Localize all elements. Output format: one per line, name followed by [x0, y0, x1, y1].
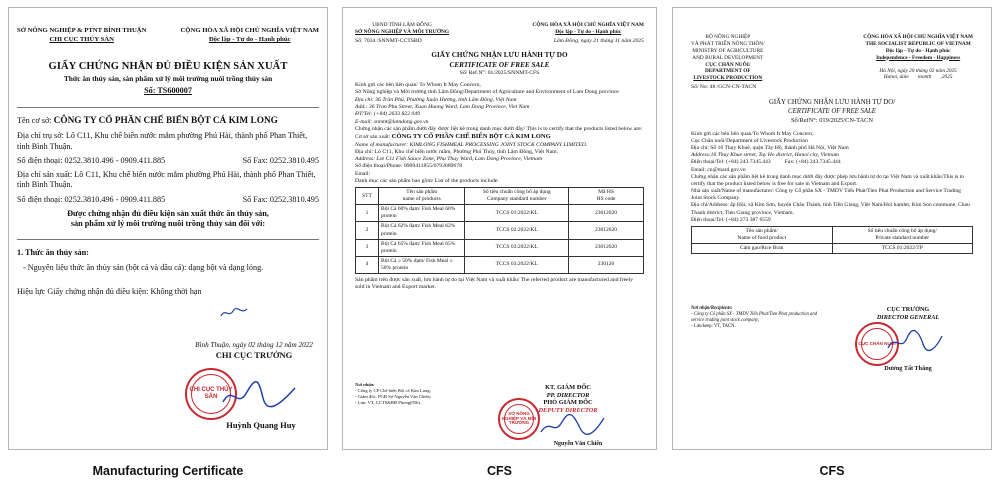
doc3-date: Hà Nội, ngày 20 tháng 02 năm 2025: [879, 67, 957, 74]
doc1-issuer-office: CHI CỤC THỦY SẢN: [49, 36, 114, 44]
col-header: Mã HS HS code: [569, 188, 644, 205]
doc3-products-table: [691, 226, 973, 254]
doc3-ref: Số/ No: 48 /GCN-CN-TACN: [691, 84, 757, 91]
doc1-date: Bình Thuận, ngày 02 tháng 12 năm 2022: [195, 341, 313, 349]
doc3-header: BỘ NÔNG NGHIỆP VÀ PHÁT TRIỂN NÔNG THÔN/ MINISTRY OF AGRICULTURE AND RURAL DEVELOPMENT CỤC CHĂN NUÔI/ DEPARTMENT OF LIVESTOCK PRODUCTION CỘNG HÒA XÃ HỘI CHỦ NGHĨA VIỆT NAM THE SOCIALIST REPUBLIC OF VIETNAM Độc lập - Tự do - Hạnh phúc Independence - Freedom - Happiness Hà Nội, ngày 20 tháng 02 năm 2025 Hanoi, date month ,2025: [691, 34, 973, 82]
doc2-national-title: CỘNG HÒA XÃ HỘI CHỦ NGHĨA VIỆT NAM: [532, 22, 644, 28]
doc2-issuer-name: Sở Nông nghiệp và Môi trường tỉnh Lâm Đồng/Department of Agriculture and Environment of Lam Dong province: [355, 89, 619, 96]
doc2-manufacturer-address-en: Address: Lot C11 Fish Sauce Zone, Phu Thuy Ward, Lam Dong Province, Vietnam: [355, 156, 543, 163]
doc2-header: [355, 22, 644, 36]
doc3-issuer-phone: Điện thoại/Tel: (+84) 243.7345.443 Fax: (+84) 243.7345.444: [691, 159, 841, 166]
doc2-free-sale-statement: Sản phẩm trên được sản xuất, lưu hành tự do tại Việt Nam và xuất khẩu/ The referred product are manufactured and freely sold in Vietnam and Export market.: [355, 276, 634, 290]
table-row: Cám gạo/Rice Bran TCCS 01:2022/TP: [692, 243, 973, 253]
col-header: Số tiêu chuẩn công bố áp dụng/ Private standard number: [832, 226, 973, 243]
doc1-phone-1: Số điện thoại: 0252.3810.496 - 0909.411.885: [17, 155, 166, 165]
doc1-contact-row-2: [17, 195, 319, 205]
doc1-national-motto: Độc lập - Tự do - Hạnh phúc: [208, 36, 291, 44]
doc2-manufacturer-phone: Số điện thoại/Phone: 0909411855/0793689678: [355, 163, 463, 170]
official-stamp-icon: SỞ NÔNG NGHIỆP VÀ MÔI TRƯỜNG: [498, 398, 540, 440]
divider: [17, 239, 319, 240]
doc2-manufacturer-email: Email:: [355, 170, 371, 177]
divider: [17, 107, 319, 108]
doc1-prod-address: Địa chỉ sản xuất: Lô C11, Khu chế biến nước mắm phường Phú Hài, thành phố Phan Thiết, tỉnh Bình Thuận.: [17, 170, 316, 190]
doc1-sign-title: CHI CỤC TRƯỞNG: [215, 350, 293, 360]
signature-icon: [885, 330, 945, 354]
table-row: 2 Bột Cá 62% đạm/ Fish Meal 62% protein TCCS 02:2022/KL 23012020: [356, 222, 644, 239]
doc3-manufacturer: Nhà sản xuất/Name of manufacturer: Công ty Cổ phần SX - TMDV Tiến Phát/Tien Phat Production and Service Trading Joint Stock Company.: [691, 188, 961, 202]
table-row: 3 Bột Cá 65% đạm/ Fish Meal 65% protein TCCS 03:2022/KL 23012020: [356, 239, 644, 256]
doc2-issuer-province: UBND TỈNH LÂM ĐỒNG: [372, 22, 432, 28]
doc1-header: [17, 26, 319, 44]
doc2-date: Lâm Đồng, ngày 21 tháng 11 năm 2025: [553, 38, 644, 45]
doc2-list-intro: Danh mục các sản phẩm bao gồm/ List of the products include:: [355, 178, 499, 185]
initial-signature-icon: [219, 306, 249, 320]
doc2-certify: Chứng nhận các sản phẩm dưới đây được liệt kê trong danh mục dưới đây/ This is to certify that the products listed below are:: [355, 125, 643, 132]
doc1-eligible-1: Được chứng nhận đủ điều kiện sản xuất thức ăn thủy sản,: [67, 208, 269, 218]
doc3-ref-no: Số/RefN°: 019/2025/CN-TACN: [790, 116, 874, 124]
cfs-document-lam-dong: [342, 7, 657, 450]
doc1-signer: Huỳnh Quang Huy: [226, 420, 296, 430]
doc2-signer: Nguyễn Văn Chiến: [553, 441, 603, 447]
doc2-issuer-dept: SỞ NÔNG NGHIỆP VÀ MÔI TRƯỜNG: [355, 29, 450, 36]
doc1-org-name: CÔNG TY CỔ PHẦN CHẾ BIẾN BỘT CÁ KIM LONG: [53, 115, 278, 126]
doc1-bullet: - Nguyên liệu thức ăn thủy sản (bột cá và dầu cá): dạng bột và dạng lỏng.: [23, 262, 264, 272]
doc1-section: 1. Thức ăn thủy sản:: [17, 248, 89, 258]
doc3-manufacturer-phone: Điện thoại/Tel: (+84) 273 387 6559: [691, 216, 771, 223]
doc1-issuer-dept: SỞ NÔNG NGHIỆP & PTNT BÌNH THUẬN: [17, 27, 147, 34]
doc2-ref-row: [355, 38, 644, 45]
doc2-products-table: [355, 187, 644, 273]
doc3-salutation: Kính gửi các bên liên quan/To Whom It May Concern,: [691, 130, 814, 137]
doc3-issuer-address: Địa chỉ: Số 16 Thụy Khuê, quận Tây Hồ, thành phố Hà Nội, Việt Nam: [691, 145, 849, 152]
doc2-salutation: Kính gửi các bên liên quan/ To Whom It May Concern,: [355, 82, 481, 89]
cfs-document-livestock: [672, 7, 992, 450]
doc1-title: GIẤY CHỨNG NHẬN ĐỦ ĐIỀU KIỆN SẢN XUẤT: [48, 61, 288, 73]
doc3-signer: Dương Tất Thắng: [884, 365, 932, 372]
doc2-manufacturer: Cơ sở sản xuất: CÔNG TY CỔ PHẦN CHẾ BIẾN BỘT CÁ KIM LONG: [355, 133, 551, 141]
doc3-date-en: Hanoi, date month ,2025: [883, 74, 953, 81]
doc3-title-en: CERTIFICATE OF FREE SALE: [788, 107, 876, 115]
doc2-issuer-email: E-mail: snnmt@lamdong.gov.vn: [355, 118, 429, 125]
manufacturing-certificate-document: [8, 7, 328, 450]
doc2-ref-no: Số/ Ref.N°: 01/2025/SNNMT-CFS: [459, 69, 540, 76]
table-header-row: [692, 226, 973, 243]
doc1-number: Số: TS600007: [144, 86, 192, 96]
doc1-fax-1: Số Fax: 0252.3810.495: [242, 155, 319, 165]
table-row: 4 Bột Cá ≥ 50% đạm/ Fish Meal ≥ 50% protein TCCS 03:2022/KL 230120: [356, 256, 644, 273]
official-stamp-icon: CỤC CHĂN NUÔI: [855, 322, 899, 366]
doc1-contact-row-1: [17, 156, 319, 166]
doc2-signature-block: KT. GIÁM ĐỐC PP. DIRECTOR PHÓ GIÁM ĐỐC DEPUTY DIRECTOR: [538, 384, 598, 415]
doc3-certify: Chứng nhận các sản phẩm liệt kê trong danh mục dưới đây được phép lưu hành tự do tại Việt Nam và xuất khẩu/This is to certify that the product listed below is free for sale in Vietnam and Export.: [691, 173, 965, 187]
doc1-hq-address: Địa chỉ trụ sở: Lô C11, Khu chế biến nước mắm phường Phú Hài, thành phố Phan Thiết, tỉnh Bình Thuận.: [17, 131, 308, 151]
caption-manufacturing-certificate: Manufacturing Certificate: [92, 464, 244, 478]
doc2-issuer-phone: ĐT/Tel: (+84) 2633 822 049: [355, 111, 420, 118]
doc2-manufacturer-name: CÔNG TY CỔ PHẦN CHẾ BIẾN BỘT CÁ KIM LONG: [391, 133, 551, 141]
doc3-manufacturer-address: Địa chỉ/Address: ấp Hội, xã Kim Sơn, huyện Châu Thành, tỉnh Tiền Giang, Việt Nam/Hoi hamlet, Kim Son commune, Chau Thanh district, Tien Giang province, Vietnam.: [691, 202, 970, 216]
table-row: 1 Bột Cá 60% đạm/ Fish Meal 60% protein TCCS 01:2022/KL 23012020: [356, 205, 644, 222]
caption-cfs-2: CFS: [819, 464, 845, 478]
doc2-title-en: CERTIFICATE OF FREE SALE: [449, 60, 550, 69]
doc1-phone-2: Số điện thoại: 0252.3810.496 - 0909.411.885: [17, 194, 166, 204]
doc2-manufacturer-en: Name of manufacturer: KIMLONG FISHMEAL PROCESSING JOINT STOCK COMPANY LIMITED.: [355, 141, 588, 148]
doc2-issuer-address-en: Add.: 36 Tran Phu Street, Xuan Huong Ward, Lam Dong Province, Viet Nam: [355, 103, 530, 110]
doc2-national-motto: Độc lập - Tự do - Hạnh phúc: [555, 29, 622, 36]
col-header: STT: [356, 188, 379, 205]
doc1-org-label: Tên cơ sở:: [17, 115, 54, 125]
doc3-signature-block: CỤC TRƯỞNG DIRECTOR GENERAL: [876, 306, 940, 321]
doc3-issuer-name: Cục Chăn nuôi/Department of Livestock Production: [691, 138, 808, 144]
col-header: Tên sản phẩm/ Name of food product: [692, 226, 833, 243]
doc2-title: GIẤY CHỨNG NHẬN LƯU HÀNH TỰ DO: [431, 51, 568, 60]
doc1-subtitle: Thức ăn thủy sản, sản phẩm xử lý môi trường nuôi trồng thủy sản: [63, 74, 273, 84]
signature-icon: [538, 412, 608, 438]
signature-icon: [219, 380, 299, 410]
official-stamp-icon: CHI CỤC THỦY SẢN: [185, 368, 237, 420]
doc3-title: GIẤY CHỨNG NHẬN LƯU HÀNH TỰ DO/: [768, 99, 896, 107]
doc2-issuer-address: Địa chỉ: 36 Trần Phú, Phường Xuân Hương, tỉnh Lâm Đồng, Việt Nam: [355, 96, 517, 103]
caption-cfs-1: CFS: [487, 464, 512, 478]
doc1-org: [17, 116, 319, 128]
doc3-recipients: Nơi nhận/Recipients: - Công ty Cổ phần SX - TMDV Tiến Phát/Tien Phat production and service trading joint stock company; - Lưu/keep: VT, TACN.: [691, 306, 818, 330]
doc3-issuer-email: Email: cn@mard.gov.vn: [691, 166, 746, 173]
table-header-row: [356, 188, 644, 205]
doc2-ref: Số: 7034 /SNNMT-CCTSBD: [355, 38, 422, 45]
doc1-validity: Hiệu lực Giấy chứng nhận đủ điều kiện: Không thời hạn: [17, 286, 202, 296]
doc3-issuer-address-en: Address:16 Thuy Khue street, Tay Ho district, Hanoi city, Vietnam: [691, 152, 839, 159]
doc1-eligible-2: sản phẩm xử lý môi trường nuôi trồng thủy sản đối với:: [70, 219, 266, 229]
doc1-fax-2: Số Fax: 0252.3810.495: [242, 194, 319, 204]
doc2-recipients: Nơi nhận: - Công ty CP Chế biến Bột cá Kim Long; - Giám đốc, PGĐ Sở Nguyễn Văn Chiến; - Lưu: VT, CCTS&BĐ.Phong(05b).: [355, 382, 432, 405]
doc1-signature-block: [184, 341, 324, 361]
doc1-national-title: CỘNG HÒA XÃ HỘI CHỦ NGHĨA VIỆT NAM: [180, 27, 319, 34]
col-header: Tên sản phẩm name of products: [379, 188, 465, 205]
doc2-manufacturer-address: Địa chỉ: Lô C11, Khu chế biến nước mắm, Phường Phú Thủy, tỉnh Lâm Đồng, Việt Nam.: [355, 148, 558, 155]
col-header: Số tiêu chuẩn công bố áp dụng Company standard number: [465, 188, 569, 205]
